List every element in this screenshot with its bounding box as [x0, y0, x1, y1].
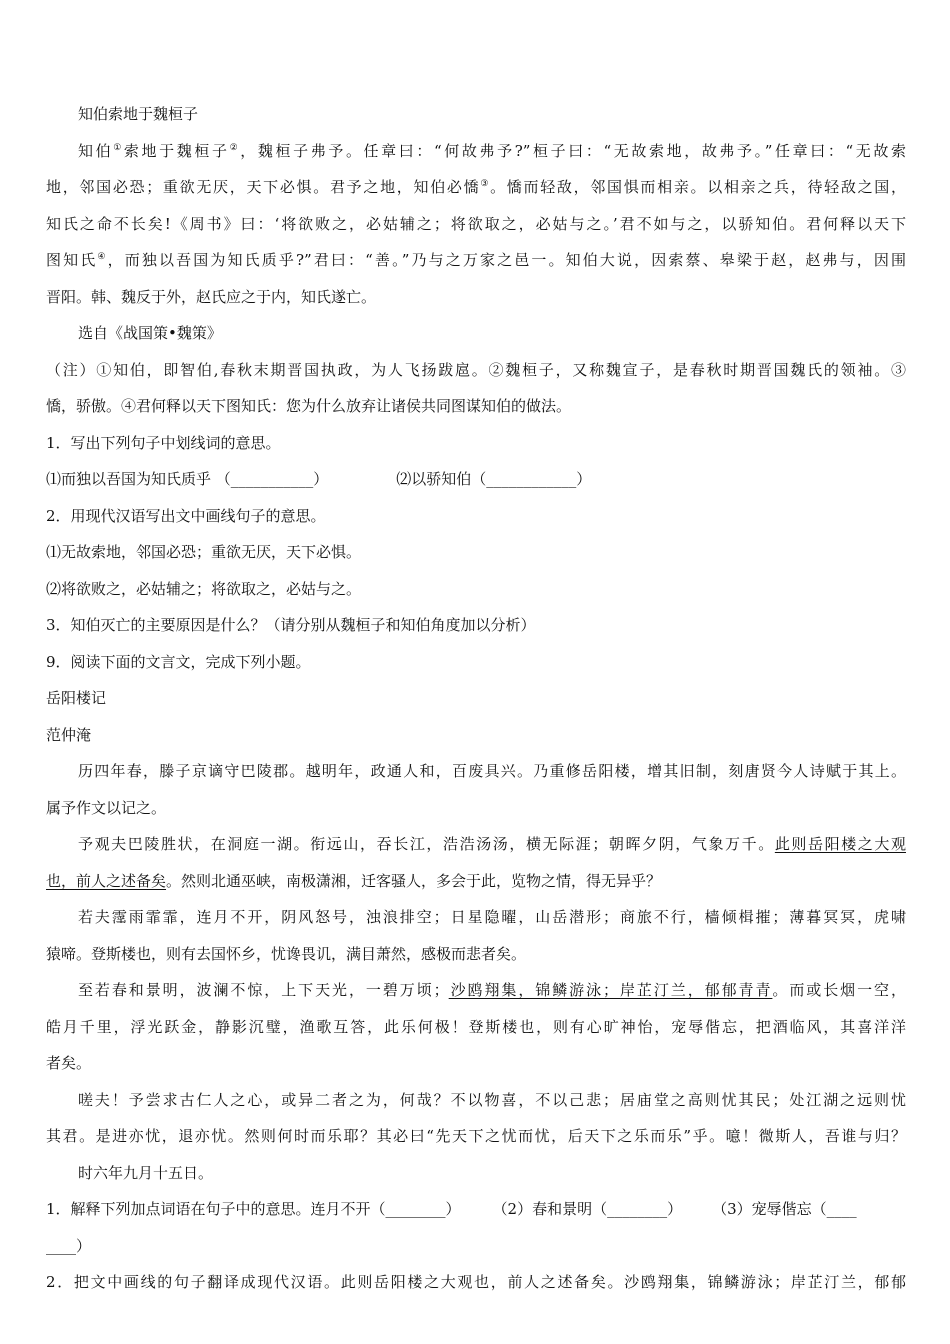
question-item: ⑴无故索地，邻国必恐；重欲无厌，天下必惧。 [46, 543, 362, 561]
question: 2．把文中画线的句子翻译成现代汉语。此则岳阳楼之大观也，前人之述备矣。沙鸥翔集，锦鳞游泳；岸芷汀兰，郁郁 [46, 1273, 906, 1291]
passage-line: 知氏之命不长矣!《周书》曰：‘将欲败之，必姑辅之；将欲取之，必姑与之。’君不如与之，以骄知伯。君何释以天下 [46, 214, 906, 233]
article-line: 猿啼。登斯楼也，则有去国怀乡，忧谗畏讥，满目萧然，感极而悲者矣。 [46, 944, 527, 963]
article-line: 若夫霪雨霏霏，连月不开，阴风怒号，浊浪排空；日星隐曜，山岳潜形；商旅不行，樯倾楫摧；薄暮冥冥，虎啸 [78, 908, 906, 926]
section-intro: 9．阅读下面的文言文，完成下列小题。 [46, 652, 311, 671]
passage-line: 知伯①索地于魏桓子②，魏桓子弗予。任章曰：“何故弗予?”桓子曰：“无故索地，故弗予。”任章曰：“无故索 [78, 141, 906, 160]
notes-line: （注）①知伯，即智伯,春秋末期晋国执政，为人飞扬跋扈。②魏桓子，又称魏宣子，是春秋时期晋国魏氏的领袖。③ [46, 360, 906, 379]
article-line: 其君。是进亦忧，退亦忧。然则何时而乐耶？其必曰“先天下之忧而忧，后天下之乐而乐”乎。噫！微斯人，吾谁与归？ [46, 1127, 906, 1145]
question-item: ____） [46, 1236, 92, 1255]
article-line: 也，前人之述备矣。然则北通巫峡，南极潇湘，迁客骚人，多会于此，览物之情，得无异乎？ [46, 871, 662, 890]
question-item: 1．解释下列加点词语在句子中的意思。连月不开（________） （2）春和景明（________） （3）宠辱偕忘（____ [46, 1200, 857, 1218]
article-line: 历四年春，滕子京谪守巴陵郡。越明年，政通人和，百废具兴。乃重修岳阳楼，增其旧制，刻唐贤今人诗赋于其上。 [78, 762, 906, 780]
passage-title: 知伯索地于魏桓子 [78, 105, 199, 123]
question-item: ⑵将欲败之，必姑辅之；将欲取之，必姑与之。 [46, 579, 362, 598]
notes-line: 憍，骄傲。④君何释以天下图知氏：您为什么放弃让诸侯共同图谋知伯的做法。 [46, 397, 572, 415]
article-line: 嗟夫！予尝求古仁人之心，或异二者之为，何哉？不以物喜，不以己悲；居庙堂之高则忧其民；处江湖之远则忧 [78, 1090, 906, 1109]
source-line: 选自《战国策•魏策》 [78, 324, 222, 342]
article-line: 皓月千里，浮光跃金，静影沉璧，渔歌互答，此乐何极！登斯楼也，则有心旷神怡，宠辱偕忘，把酒临风，其喜洋洋 [46, 1017, 906, 1036]
article-author: 范仲淹 [46, 725, 92, 744]
passage-line: 晋阳。韩、魏反于外，赵氏应之于内，知氏遂亡。 [46, 287, 377, 306]
question: 1．写出下列句子中划线词的意思。 [46, 433, 281, 452]
article-line: 予观夫巴陵胜状，在洞庭一湖。衔远山，吞长江，浩浩汤汤，横无际涯；朝晖夕阴，气象万千。此则岳阳楼之大观 [78, 835, 906, 853]
article-line: 至若春和景明，波澜不惊，上下天光，一碧万顷；沙鸥翔集，锦鳞游泳；岸芷汀兰，郁郁青青。而或长烟一空， [78, 981, 906, 999]
question: 2．用现代汉语写出文中画线句子的意思。 [46, 506, 326, 525]
passage-line: 地，邻国必恐；重欲无厌，天下必惧。君予之地，知伯必憍③。憍而轻敌，邻国惧而相亲。以相亲之兵，待轻敌之国， [46, 178, 906, 196]
article-line: 属予作文以记之。 [46, 798, 167, 817]
question-item: ⑴而独以吾国为知氏质乎 （___________） ⑵以骄知伯（____________） [46, 470, 592, 488]
question: 3．知伯灭亡的主要原因是什么？（请分别从魏桓子和知伯角度加以分析） [46, 616, 536, 634]
passage-line: 图知氏④，而独以吾国为知氏质乎?”君曰：“善。”乃与之万家之邑一。知伯大说，因索蔡、皋梁于赵，赵弗与，因围 [46, 251, 906, 269]
article-title: 岳阳楼记 [46, 689, 107, 707]
document-page [46, 96, 906, 1301]
article-line: 者矣。 [46, 1054, 92, 1072]
article-date: 时六年九月十五日。 [78, 1163, 214, 1182]
